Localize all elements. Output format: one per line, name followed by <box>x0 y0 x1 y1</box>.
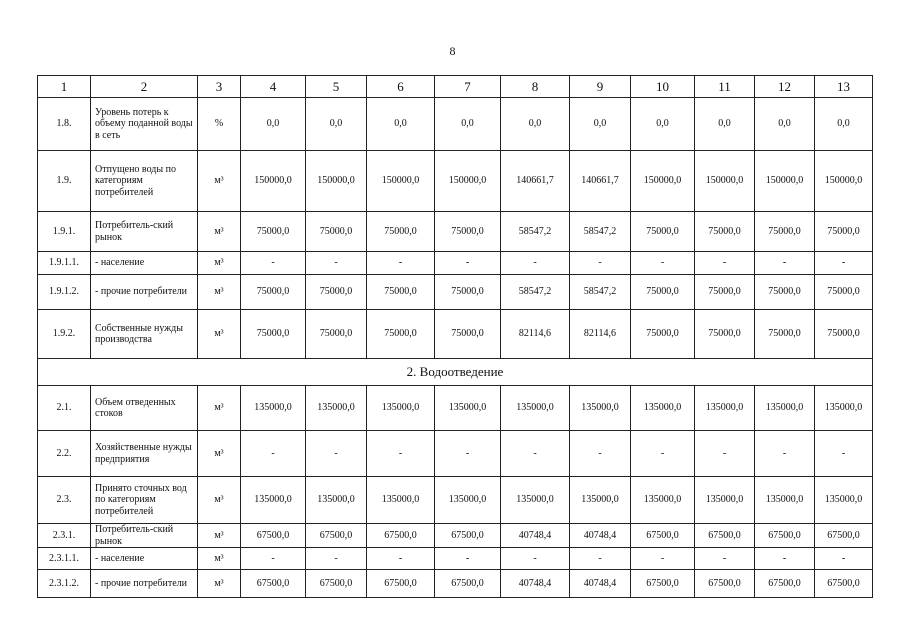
row-value: 67500,0 <box>241 570 306 598</box>
row-value: 75000,0 <box>695 310 755 359</box>
row-value: 150000,0 <box>306 151 367 212</box>
row-value: 75000,0 <box>631 310 695 359</box>
row-value: 67500,0 <box>815 570 873 598</box>
row-name: Потребитель-ский рынок <box>91 212 198 252</box>
row-value: 135000,0 <box>306 477 367 524</box>
row-value: 67500,0 <box>695 524 755 548</box>
table-header-row <box>38 76 873 98</box>
row-value: 40748,4 <box>501 524 570 548</box>
row-value: 0,0 <box>241 98 306 151</box>
row-value: 135000,0 <box>367 386 435 431</box>
row-value: 0,0 <box>435 98 501 151</box>
row-unit: м³ <box>198 212 241 252</box>
row-name: - население <box>91 548 198 570</box>
row-value: 75000,0 <box>367 310 435 359</box>
row-value: 135000,0 <box>815 477 873 524</box>
row-value: 75000,0 <box>241 310 306 359</box>
row-code: 1.9.1.2. <box>38 275 91 310</box>
row-value: 75000,0 <box>241 212 306 252</box>
row-value: 75000,0 <box>306 212 367 252</box>
row-name: - прочие потребители <box>91 275 198 310</box>
column-number-header: 6 <box>367 76 435 98</box>
table-row <box>38 524 873 548</box>
row-value: 0,0 <box>631 98 695 151</box>
row-value: 75000,0 <box>435 310 501 359</box>
row-value: - <box>815 431 873 477</box>
row-unit: м³ <box>198 477 241 524</box>
row-value: 150000,0 <box>241 151 306 212</box>
row-code: 2.2. <box>38 431 91 477</box>
column-number-header: 7 <box>435 76 501 98</box>
row-value: 75000,0 <box>367 275 435 310</box>
row-value: 58547,2 <box>570 275 631 310</box>
row-value: 67500,0 <box>367 524 435 548</box>
row-value: 135000,0 <box>755 477 815 524</box>
row-value: - <box>695 431 755 477</box>
row-value: 135000,0 <box>570 477 631 524</box>
row-name: Объем отведенных стоков <box>91 386 198 431</box>
column-number-header: 1 <box>38 76 91 98</box>
row-value: 67500,0 <box>695 570 755 598</box>
data-table <box>37 75 873 598</box>
table-row <box>38 252 873 275</box>
row-code: 1.9.1. <box>38 212 91 252</box>
row-value: - <box>306 252 367 275</box>
row-value: 75000,0 <box>435 212 501 252</box>
row-value: 150000,0 <box>367 151 435 212</box>
row-value: 135000,0 <box>570 386 631 431</box>
row-value: 67500,0 <box>435 524 501 548</box>
row-value: - <box>631 431 695 477</box>
row-value: 40748,4 <box>501 570 570 598</box>
row-code: 1.8. <box>38 98 91 151</box>
row-value: 0,0 <box>815 98 873 151</box>
row-value: - <box>367 548 435 570</box>
row-value: 75000,0 <box>815 275 873 310</box>
table-row <box>38 212 873 252</box>
row-value: 135000,0 <box>501 477 570 524</box>
row-value: - <box>241 548 306 570</box>
table-row <box>38 386 873 431</box>
row-code: 2.1. <box>38 386 91 431</box>
row-value: 135000,0 <box>435 386 501 431</box>
row-value: 135000,0 <box>241 477 306 524</box>
table-row <box>38 310 873 359</box>
row-value: 0,0 <box>501 98 570 151</box>
row-value: 75000,0 <box>695 275 755 310</box>
row-unit: м³ <box>198 386 241 431</box>
row-code: 1.9. <box>38 151 91 212</box>
row-value: 67500,0 <box>631 524 695 548</box>
row-value: - <box>435 252 501 275</box>
row-value: - <box>631 252 695 275</box>
row-value: - <box>815 252 873 275</box>
row-value: 67500,0 <box>631 570 695 598</box>
column-number-header: 8 <box>501 76 570 98</box>
row-code: 1.9.1.1. <box>38 252 91 275</box>
row-value: 0,0 <box>570 98 631 151</box>
row-value: - <box>241 252 306 275</box>
table-row <box>38 477 873 524</box>
row-value: 75000,0 <box>241 275 306 310</box>
row-value: - <box>570 548 631 570</box>
row-value: - <box>367 252 435 275</box>
row-value: 58547,2 <box>501 212 570 252</box>
column-number-header: 12 <box>755 76 815 98</box>
row-value: - <box>306 548 367 570</box>
row-value: 75000,0 <box>755 212 815 252</box>
table-row <box>38 275 873 310</box>
row-value: 135000,0 <box>306 386 367 431</box>
row-code: 2.3.1. <box>38 524 91 548</box>
row-name: Потребитель-ский рынок <box>91 524 198 548</box>
row-value: 135000,0 <box>755 386 815 431</box>
row-unit: м³ <box>198 151 241 212</box>
page-number: 8 <box>449 44 456 58</box>
row-name: - население <box>91 252 198 275</box>
column-number-header: 3 <box>198 76 241 98</box>
row-name: Собственные нужды производства <box>91 310 198 359</box>
row-value: 75000,0 <box>815 212 873 252</box>
row-value: 135000,0 <box>815 386 873 431</box>
column-number-header: 10 <box>631 76 695 98</box>
row-unit: м³ <box>198 431 241 477</box>
row-value: 150000,0 <box>815 151 873 212</box>
section-title: 2. Водоотведение <box>38 359 873 386</box>
row-value: 150000,0 <box>631 151 695 212</box>
row-unit: м³ <box>198 310 241 359</box>
row-value: 75000,0 <box>435 275 501 310</box>
table-row <box>38 431 873 477</box>
row-value: 75000,0 <box>306 310 367 359</box>
row-value: 140661,7 <box>501 151 570 212</box>
row-value: 67500,0 <box>367 570 435 598</box>
row-value: - <box>501 548 570 570</box>
row-name: Принято сточных вод по категориям потребителей <box>91 477 198 524</box>
row-value: 0,0 <box>755 98 815 151</box>
row-value: 150000,0 <box>435 151 501 212</box>
table-row <box>38 98 873 151</box>
row-value: - <box>570 431 631 477</box>
row-unit: м³ <box>198 524 241 548</box>
row-name: Уровень потерь к объему поданной воды в сеть <box>91 98 198 151</box>
row-value: - <box>695 548 755 570</box>
row-value: 135000,0 <box>631 477 695 524</box>
column-number-header: 5 <box>306 76 367 98</box>
row-value: - <box>241 431 306 477</box>
row-name: Хозяйственные нужды предприятия <box>91 431 198 477</box>
row-value: 67500,0 <box>815 524 873 548</box>
row-value: - <box>367 431 435 477</box>
row-value: 75000,0 <box>631 275 695 310</box>
row-value: 135000,0 <box>367 477 435 524</box>
row-value: 67500,0 <box>435 570 501 598</box>
row-value: 150000,0 <box>695 151 755 212</box>
row-code: 2.3. <box>38 477 91 524</box>
row-value: 75000,0 <box>755 275 815 310</box>
row-value: 150000,0 <box>755 151 815 212</box>
row-unit: м³ <box>198 252 241 275</box>
row-value: - <box>435 548 501 570</box>
row-value: - <box>501 431 570 477</box>
column-number-header: 4 <box>241 76 306 98</box>
row-value: 67500,0 <box>755 524 815 548</box>
row-code: 2.3.1.1. <box>38 548 91 570</box>
row-value: 67500,0 <box>241 524 306 548</box>
row-value: - <box>755 431 815 477</box>
row-value: 135000,0 <box>435 477 501 524</box>
row-unit: м³ <box>198 275 241 310</box>
row-value: - <box>631 548 695 570</box>
column-number-header: 11 <box>695 76 755 98</box>
row-value: 75000,0 <box>815 310 873 359</box>
row-value: 67500,0 <box>306 570 367 598</box>
row-value: 75000,0 <box>306 275 367 310</box>
table-body <box>38 76 873 598</box>
row-value: 0,0 <box>367 98 435 151</box>
row-value: 67500,0 <box>755 570 815 598</box>
row-value: 135000,0 <box>695 386 755 431</box>
row-value: 135000,0 <box>241 386 306 431</box>
table-row <box>38 570 873 598</box>
row-value: 40748,4 <box>570 570 631 598</box>
row-name: - прочие потребители <box>91 570 198 598</box>
row-value: 135000,0 <box>501 386 570 431</box>
row-code: 2.3.1.2. <box>38 570 91 598</box>
row-value: 82114,6 <box>501 310 570 359</box>
row-unit: м³ <box>198 570 241 598</box>
row-value: - <box>435 431 501 477</box>
row-value: 67500,0 <box>306 524 367 548</box>
row-code: 1.9.2. <box>38 310 91 359</box>
row-value: 40748,4 <box>570 524 631 548</box>
row-value: 75000,0 <box>695 212 755 252</box>
row-value: 140661,7 <box>570 151 631 212</box>
row-value: - <box>755 252 815 275</box>
row-value: - <box>755 548 815 570</box>
column-number-header: 2 <box>91 76 198 98</box>
row-value: 75000,0 <box>367 212 435 252</box>
row-value: - <box>306 431 367 477</box>
section-row <box>38 359 873 386</box>
row-value: 75000,0 <box>755 310 815 359</box>
column-number-header: 9 <box>570 76 631 98</box>
row-value: 0,0 <box>695 98 755 151</box>
row-name: Отпущено воды по категориям потребителей <box>91 151 198 212</box>
row-unit: м³ <box>198 548 241 570</box>
row-value: 135000,0 <box>695 477 755 524</box>
row-value: - <box>815 548 873 570</box>
column-number-header: 13 <box>815 76 873 98</box>
row-value: - <box>695 252 755 275</box>
row-value: - <box>570 252 631 275</box>
table-row <box>38 151 873 212</box>
row-value: 135000,0 <box>631 386 695 431</box>
row-value: 58547,2 <box>570 212 631 252</box>
row-unit: % <box>198 98 241 151</box>
row-value: 75000,0 <box>631 212 695 252</box>
table-row <box>38 548 873 570</box>
row-value: 82114,6 <box>570 310 631 359</box>
row-value: 58547,2 <box>501 275 570 310</box>
row-value: 0,0 <box>306 98 367 151</box>
row-value: - <box>501 252 570 275</box>
